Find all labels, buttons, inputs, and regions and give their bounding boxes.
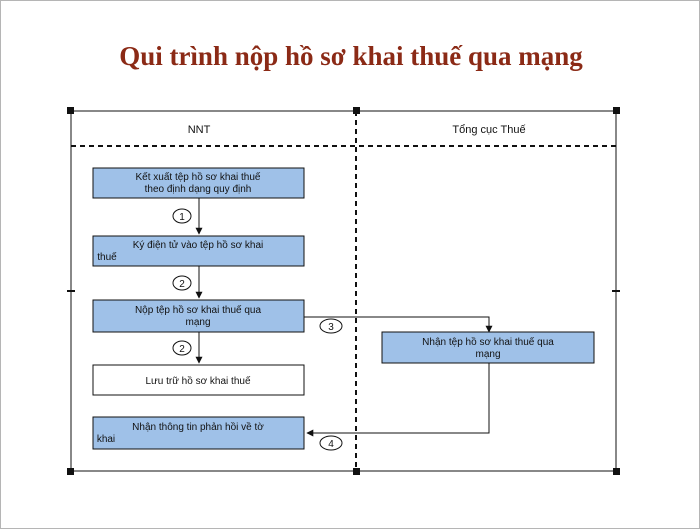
lane-heading-nnt: NNT [187,124,211,136]
svg-text:2: 2 [179,279,185,290]
svg-text:Nhận tệp hồ sơ khai thuế qua: Nhận tệp hồ sơ khai thuế qua [422,337,554,348]
step-badge-4 [320,436,342,450]
box-receive-feedback [93,417,304,449]
box-export-file [93,168,304,198]
process-diagram [1,1,700,530]
svg-text:thuế: thuế [97,252,117,263]
svg-text:Nộp tệp hồ sơ khai thuế qua: Nộp tệp hồ sơ khai thuế qua [134,305,262,316]
svg-text:Lưu trữ hồ sơ khai thuế: Lưu trữ hồ sơ khai thuế [145,376,251,387]
svg-text:3: 3 [328,322,334,333]
lane-heading-tong-cuc-thue: Tổng cục Thuế [452,124,526,136]
svg-text:4: 4 [328,439,334,450]
box-receive-file [382,332,594,363]
page-title: Qui trình nộp hồ sơ khai thuế qua mạng [119,41,583,71]
step-badge-1 [173,209,191,223]
svg-text:mạng: mạng [475,349,501,360]
svg-text:2: 2 [179,344,185,355]
svg-text:theo định dạng quy định: theo định dạng quy định [144,184,252,195]
svg-text:khai: khai [96,434,116,445]
box-store-records [93,365,304,395]
svg-text:1: 1 [179,212,185,223]
svg-text:Kết xuất tệp hồ sơ khai thuế: Kết xuất tệp hồ sơ khai thuế [135,172,261,183]
box-digital-sign [93,236,304,266]
svg-text:Nhận thông tin phản hồi về tờ: Nhận thông tin phản hồi về tờ [132,422,264,433]
step-badge-2 [173,276,191,290]
box-submit-online [93,300,304,332]
step-badge-2b [173,341,191,355]
svg-text:Ký điện tử vào tệp hồ sơ khai: Ký điện tử vào tệp hồ sơ khai [132,240,264,251]
svg-text:mạng: mạng [185,317,211,328]
step-badge-3 [320,319,342,333]
